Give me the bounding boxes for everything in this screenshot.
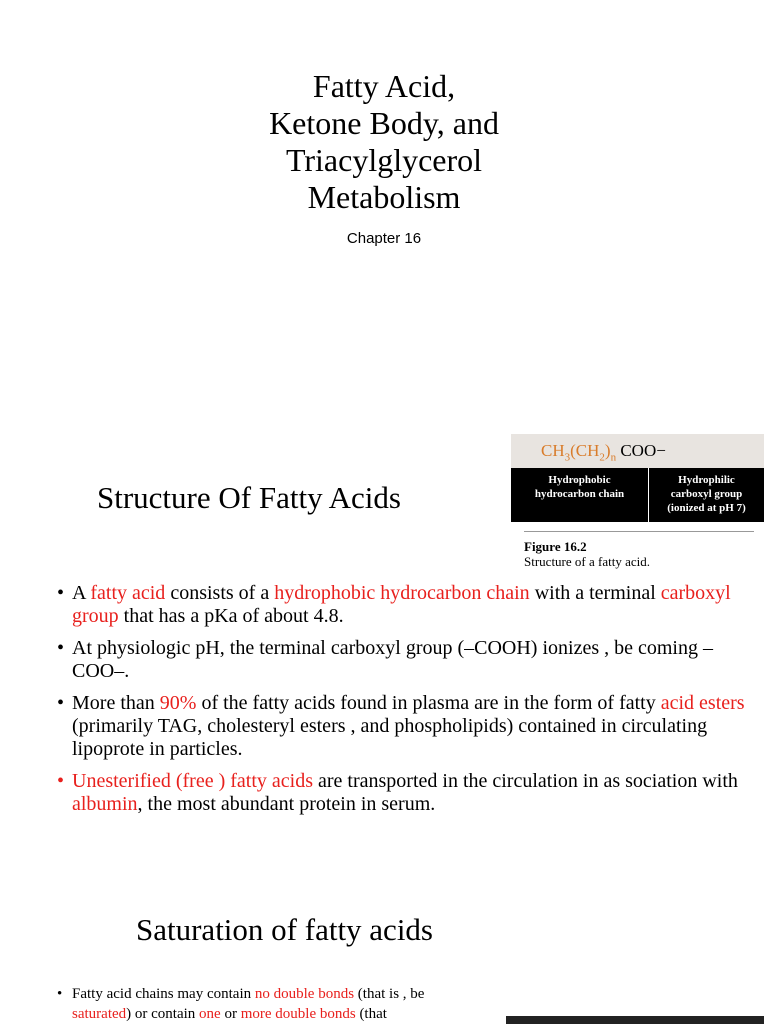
figure-caption-rule [524,531,754,532]
figure-formula: $CH_3(CH_2)_n$ COO− [511,434,764,468]
partial-figure-image [506,1016,764,1024]
figure-hydrophobic-label: Hydrophobic hydrocarbon chain [534,474,625,500]
list-item: • At physiologic pH, the terminal carboxyl group (–COOH) ionizes , be coming –COO–. [57,637,713,682]
list-item: • More than 90% of the fatty acids found in plasma are in the form of fatty acid esters (primarily TAG, cholesteryl esters , and phospholipids) contained in circulating lipoprote in particles. [57,692,745,760]
saturation-bullet-list [57,984,487,1024]
list-item: • A fatty acid consists of a hydrophobic hydrocarbon chain with a terminal carboxyl group that has a pKa of about 4.8. [57,582,731,627]
figure-caption-text: Structure of a fatty acid. [524,554,650,569]
title-line: Metabolism [307,179,461,215]
list-item: • Fatty acid chains may contain no double bonds (that is , be saturated) or contain one or more double bonds (that [57,986,425,1022]
section-heading-saturation: Saturation of fatty acids [136,912,433,947]
chapter-label: Chapter 16 [346,230,422,247]
title-line: Ketone Body, and [269,105,499,141]
section-heading-structure: Structure Of Fatty Acids [97,480,401,515]
title-line: Triacylglycerol [285,142,483,178]
title-line: Fatty Acid, [312,68,456,104]
figure-hydrophilic-label: Hydrophilic carboxyl group (ionized at pH 7) [667,474,746,514]
page-title [0,68,768,216]
list-item: • Unesterified (free ) fatty acids are transported in the circulation in as sociation with albumin, the most abundant protein in serum. [57,770,738,815]
figure-caption [524,539,650,569]
structure-bullet-list [57,582,757,825]
fatty-acid-figure [511,434,764,522]
figure-number: Figure 16.2 [524,539,587,554]
